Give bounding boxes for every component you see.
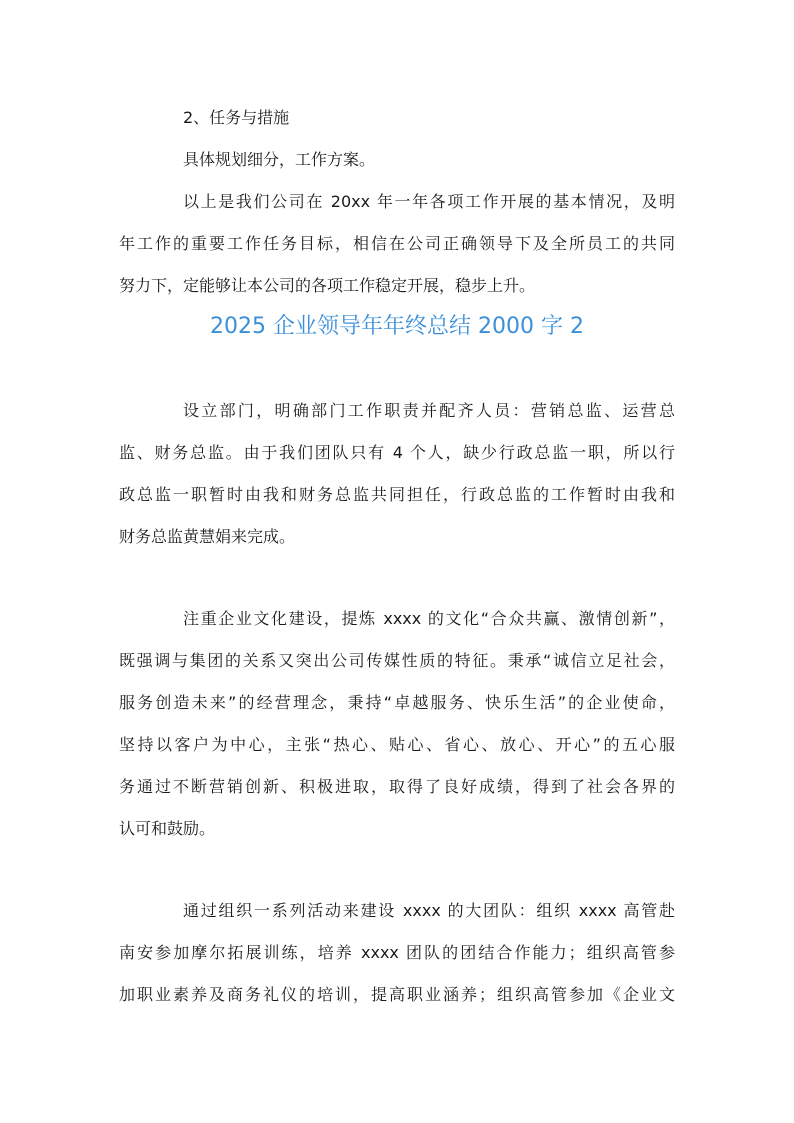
paragraph-line: 既强调与集团的关系又突出公司传媒性质的特征。秉承“诚信立足社会， — [119, 651, 675, 670]
paragraph-line: 注重企业文化建设，提炼 xxxx 的文化“合众共赢、激情创新”， — [183, 609, 675, 628]
paragraph-line: 政总监一职暂时由我和财务总监共同担任，行政总监的工作暂时由我和 — [119, 485, 675, 504]
paragraph-line: 监、财务总监。由于我们团队只有 4 个人，缺少行政总监一职，所以行 — [119, 443, 675, 462]
section-title: 2025 企业领导年年终总结 2000 字 2 — [210, 314, 584, 339]
paragraph-line: 务通过不断营销创新、积极进取，取得了良好成绩，得到了社会各界的 — [119, 777, 675, 796]
paragraph-line: 服务创造未来”的经营理念，秉持“卓越服务、快乐生活”的企业使命， — [119, 693, 675, 712]
paragraph-line: 南安参加摩尔拓展训练，培养 xxxx 团队的团结合作能力；组织高管参 — [119, 943, 675, 962]
summary-line: 以上是我们公司在 20xx 年一年各项工作开展的基本情况，及明 — [183, 192, 675, 211]
plan-detail-line: 具体规划细分，工作方案。 — [183, 150, 376, 169]
paragraph-line: 通过组织一系列活动来建设 xxxx 的大团队：组织 xxxx 高管赴 — [183, 901, 675, 920]
list-item-task-measures: 2、任务与措施 — [183, 108, 290, 127]
summary-line: 努力下，定能够让本公司的各项工作稳定开展，稳步上升。 — [119, 276, 536, 295]
summary-line: 年工作的重要工作任务目标，相信在公司正确领导下及全所员工的共同 — [119, 234, 675, 253]
paragraph-line: 坚持以客户为中心，主张“热心、贴心、省心、放心、开心”的五心服 — [119, 735, 675, 754]
paragraph-line: 财务总监黄慧娟来完成。 — [119, 527, 296, 546]
paragraph-line: 认可和鼓励。 — [119, 819, 216, 838]
paragraph-line: 设立部门，明确部门工作职责并配齐人员：营销总监、运营总 — [183, 401, 675, 420]
paragraph-line: 加职业素养及商务礼仪的培训，提高职业涵养；组织高管参加《企业文 — [119, 985, 675, 1004]
